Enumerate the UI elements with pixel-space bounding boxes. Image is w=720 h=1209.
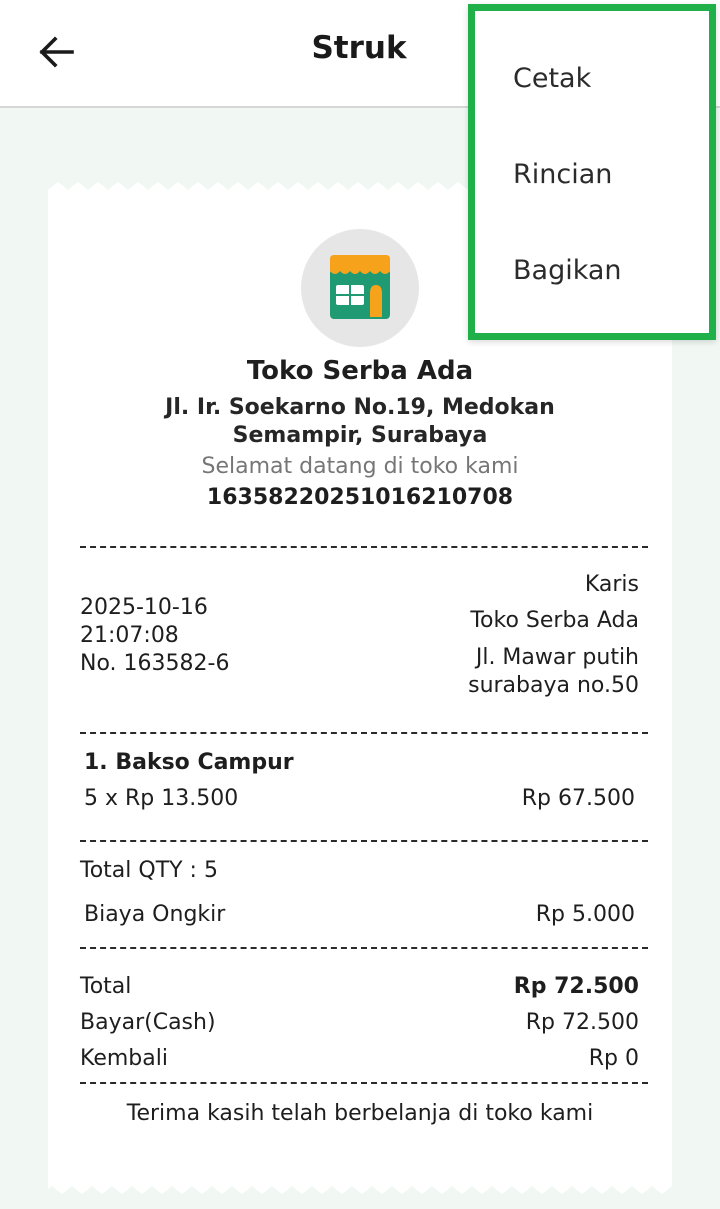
menu-item-cetak[interactable]: Cetak xyxy=(513,63,592,94)
shipping-label: Biaya Ongkir xyxy=(84,902,226,927)
change-label: Kembali xyxy=(80,1046,168,1071)
store-address xyxy=(48,394,672,450)
cashier-name: Karis xyxy=(584,572,639,597)
transaction-time: 21:07:08 xyxy=(80,623,179,648)
store-code: 16358220251016210708 xyxy=(206,485,514,510)
divider xyxy=(80,840,648,842)
item-qty-price: 5 x Rp 13.500 xyxy=(84,786,239,811)
change-value: Rp 0 xyxy=(588,1046,639,1071)
customer-address-line1: Jl. Mawar putih xyxy=(475,645,639,670)
divider xyxy=(80,732,648,734)
paid-label: Bayar(Cash) xyxy=(80,1010,216,1035)
store-icon xyxy=(328,255,392,321)
thank-you-message: Terima kasih telah berbelanja di toko kami xyxy=(126,1101,594,1126)
menu-item-rincian[interactable]: Rincian xyxy=(513,159,613,190)
transaction-date: 2025-10-16 xyxy=(80,595,208,620)
divider xyxy=(80,1082,648,1084)
total-qty: Total QTY : 5 xyxy=(80,858,218,883)
store-greeting: Selamat datang di toko kami xyxy=(201,454,519,479)
store-address-line2: Semampir, Surabaya xyxy=(232,423,488,448)
total-label: Total xyxy=(80,974,132,999)
item-subtotal: Rp 67.500 xyxy=(521,786,635,811)
customer-name: Toko Serba Ada xyxy=(470,608,639,633)
menu-item-bagikan[interactable]: Bagikan xyxy=(513,255,622,286)
page-title: Struk xyxy=(311,30,407,66)
divider xyxy=(80,546,648,548)
divider xyxy=(80,947,648,949)
item-name: 1. Bakso Campur xyxy=(84,750,294,775)
transaction-number: No. 163582-6 xyxy=(80,651,230,676)
shipping-value: Rp 5.000 xyxy=(535,902,635,927)
store-address-line1: Jl. Ir. Soekarno No.19, Medokan xyxy=(165,395,555,420)
store-name: Toko Serba Ada xyxy=(246,356,474,386)
total-value: Rp 72.500 xyxy=(513,974,639,999)
overflow-menu xyxy=(468,4,716,340)
customer-address-line2: surabaya no.50 xyxy=(468,673,639,698)
paid-value: Rp 72.500 xyxy=(525,1010,639,1035)
store-logo xyxy=(301,229,419,347)
